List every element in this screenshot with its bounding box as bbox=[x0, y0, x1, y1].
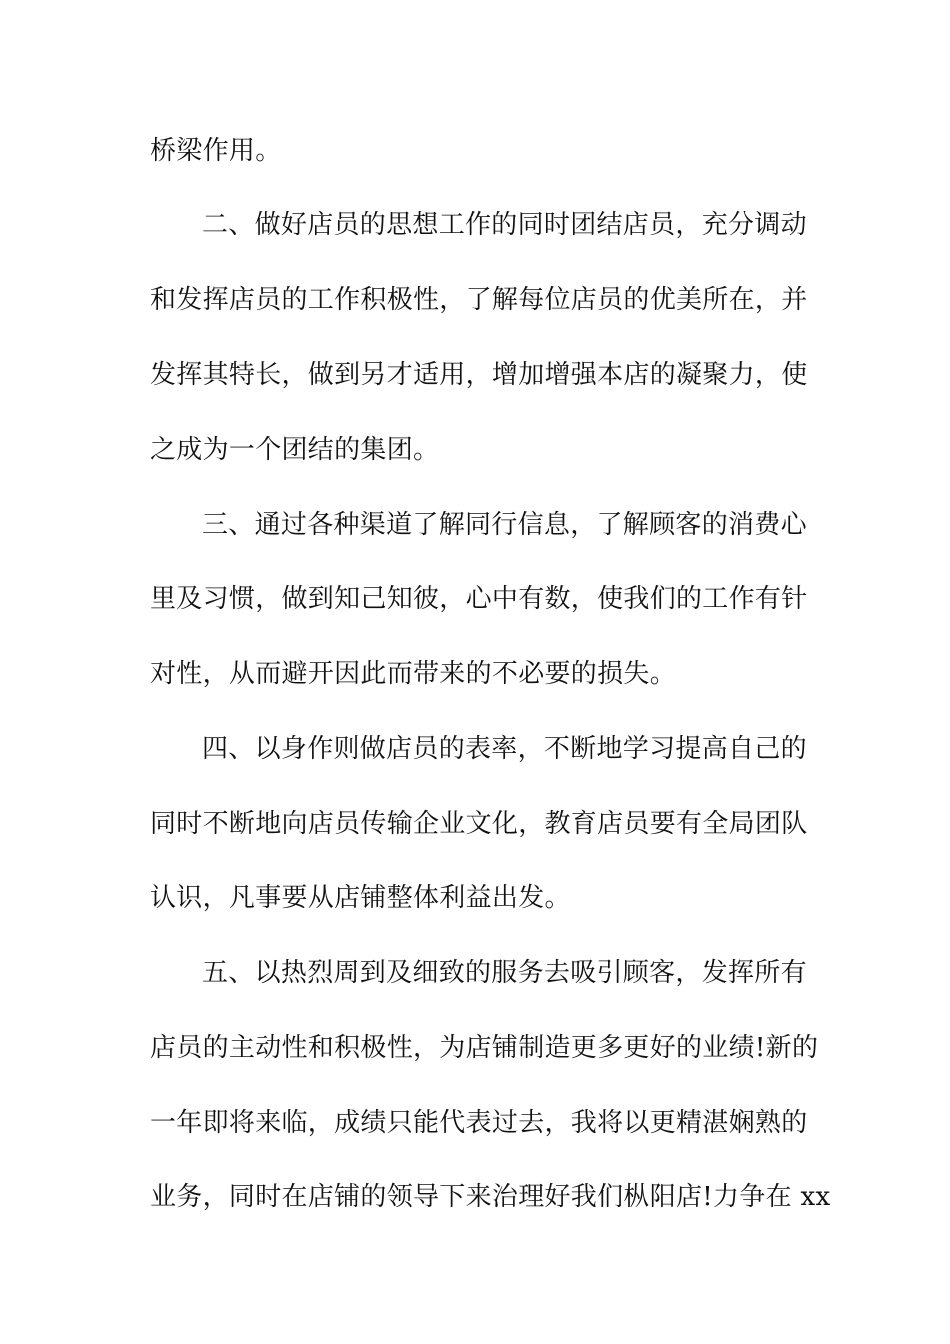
paragraph-2-line-3: 发挥其特长，做到另才适用，增加增强本店的凝聚力，使 bbox=[150, 360, 808, 390]
paragraph-3-line-3: 对性，从而避开因此而带来的不必要的损失。 bbox=[150, 659, 677, 689]
paragraph-4-line-3: 认识，凡事要从店铺整体利益出发。 bbox=[150, 883, 571, 913]
paragraph-2-line-4: 之成为一个团结的集团。 bbox=[150, 435, 440, 465]
paragraph-2-line-1: 二、做好店员的思想工作的同时团结店员，充分调动 bbox=[202, 210, 807, 240]
paragraph-5-line-2: 店员的主动性和积极性，为店铺制造更多更好的业绩!新的 bbox=[150, 1033, 819, 1063]
paragraph-3-line-1: 三、通过各种渠道了解同行信息，了解顾客的消费心 bbox=[202, 510, 807, 540]
text-line-1: 桥梁作用。 bbox=[150, 136, 282, 166]
paragraph-4-line-1: 四、以身作则做店员的表率，不断地学习提高自己的 bbox=[202, 734, 807, 764]
paragraph-4-line-2: 同时不断地向店员传输企业文化，教育店员要有全局团队 bbox=[150, 809, 808, 839]
paragraph-5-line-3: 一年即将来临，成绩只能代表过去，我将以更精湛娴熟的 bbox=[150, 1108, 808, 1138]
paragraph-2-line-2: 和发挥店员的工作积极性，了解每位店员的优美所在，并 bbox=[150, 285, 808, 315]
paragraph-5-line-4: 业务，同时在店铺的领导下来治理好我们枞阳店!力争在 xx bbox=[150, 1182, 831, 1212]
paragraph-3-line-2: 里及习惯，做到知己知彼，心中有数，使我们的工作有针 bbox=[150, 584, 808, 614]
paragraph-5-line-1: 五、以热烈周到及细致的服务去吸引顾客，发挥所有 bbox=[202, 958, 807, 988]
